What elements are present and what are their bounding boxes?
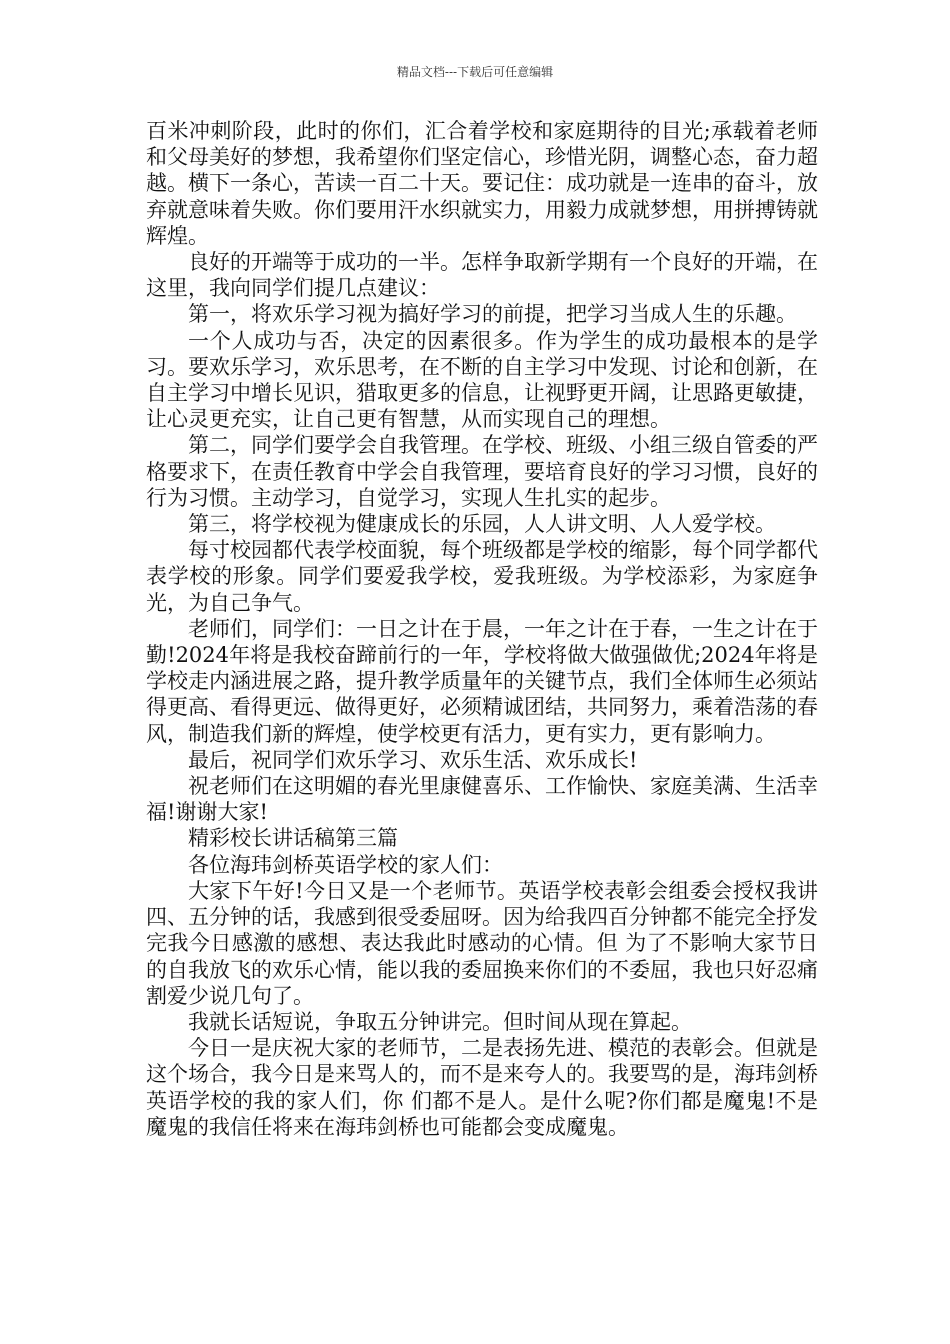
section-heading: 精彩校长讲话稿第三篇 bbox=[188, 826, 398, 851]
paragraph: 第三，将学校视为健康成长的乐园，人人讲文明、人人爱学校。 bbox=[188, 512, 776, 537]
paragraph: 老师们，同学们：一日之计在于晨，一年之计在于春，一生之计在于勤!2024年将是我校奋蹄前行的一年，学校将做大做强做优;2024年将是学校走内涵进展之路，提升教学质量年的关键节点，我们全体师生必须站得更高、看得更远、做得更好，必须精诚团结，共同努力，乘着浩荡的春风，制造我们新的辉煌，使学校更有活力，更有实力，更有影响力。 bbox=[146, 616, 818, 746]
paragraph: 我就长话短说，争取五分钟讲完。但时间从现在算起。 bbox=[188, 1009, 692, 1034]
paragraph: 一个人成功与否，决定的因素很多。作为学生的成功最根本的是学习。要欢乐学习，欢乐思考，在不断的自主学习中发现、讨论和创新，在自主学习中增长见识，猎取更多的信息，让视野更开阔，让思路更敏捷，让心灵更充实，让自己更有智慧，从而实现自己的理想。 bbox=[146, 328, 818, 432]
page-header: 精品文档---下载后可任意编辑 bbox=[396, 65, 554, 79]
paragraph: 最后，祝同学们欢乐学习、欢乐生活、欢乐成长! bbox=[188, 747, 638, 772]
paragraph: 良好的开端等于成功的一半。怎样争取新学期有一个良好的开端，在这里，我向同学们提几点建议： bbox=[146, 250, 818, 301]
paragraph: 祝老师们在这明媚的春光里康健喜乐、工作愉快、家庭美满、生活幸福!谢谢大家! bbox=[146, 774, 818, 825]
document-body bbox=[146, 118, 818, 1140]
paragraph: 大家下午好!今日又是一个老师节。英语学校表彰会组委会授权我讲四、五分钟的话，我感到很受委屈呀。因为给我四百分钟都不能完全抒发完我今日感激的感想、表达我此时感动的心情。但 为了不影响大家节日的自我放飞的欢乐心情，能以我的委屈换来你们的不委屈，我也只好忍痛割爱少说几句了。 bbox=[146, 878, 818, 1008]
paragraph: 第一，将欢乐学习视为搞好学习的前提，把学习当成人生的乐趣。 bbox=[188, 302, 797, 327]
paragraph: 百米冲刺阶段，此时的你们，汇合着学校和家庭期待的目光;承载着老师和父母美好的梦想，我希望你们坚定信心，珍惜光阴，调整心态，奋力超越。横下一条心，苦读一百二十天。要记住：成功就是一连串的奋斗，放弃就意味着失败。你们要用汗水织就实力，用毅力成就梦想，用拼搏铸就辉煌。 bbox=[146, 119, 818, 248]
paragraph: 第二，同学们要学会自我管理。在学校、班级、小组三级自管委的严格要求下，在责任教育中学会自我管理，要培育良好的学习习惯，良好的行为习惯。主动学习，自觉学习，实现人生扎实的起步。 bbox=[146, 433, 818, 510]
salutation: 各位海玮剑桥英语学校的家人们： bbox=[188, 852, 503, 877]
paragraph: 每寸校园都代表学校面貌，每个班级都是学校的缩影，每个同学都代表学校的形象。同学们要爱我学校，爱我班级。为学校添彩，为家庭争光，为自己争气。 bbox=[146, 538, 818, 615]
paragraph: 今日一是庆祝大家的老师节，二是表扬先进、模范的表彰会。但就是这个场合，我今日是来骂人的，而不是来夸人的。我要骂的是，海玮剑桥英语学校的我的家人们，你 们都不是人。是什么呢?你们都是魔鬼!不是魔鬼的我信任将来在海玮剑桥也可能都会变成魔鬼。 bbox=[146, 1036, 818, 1139]
